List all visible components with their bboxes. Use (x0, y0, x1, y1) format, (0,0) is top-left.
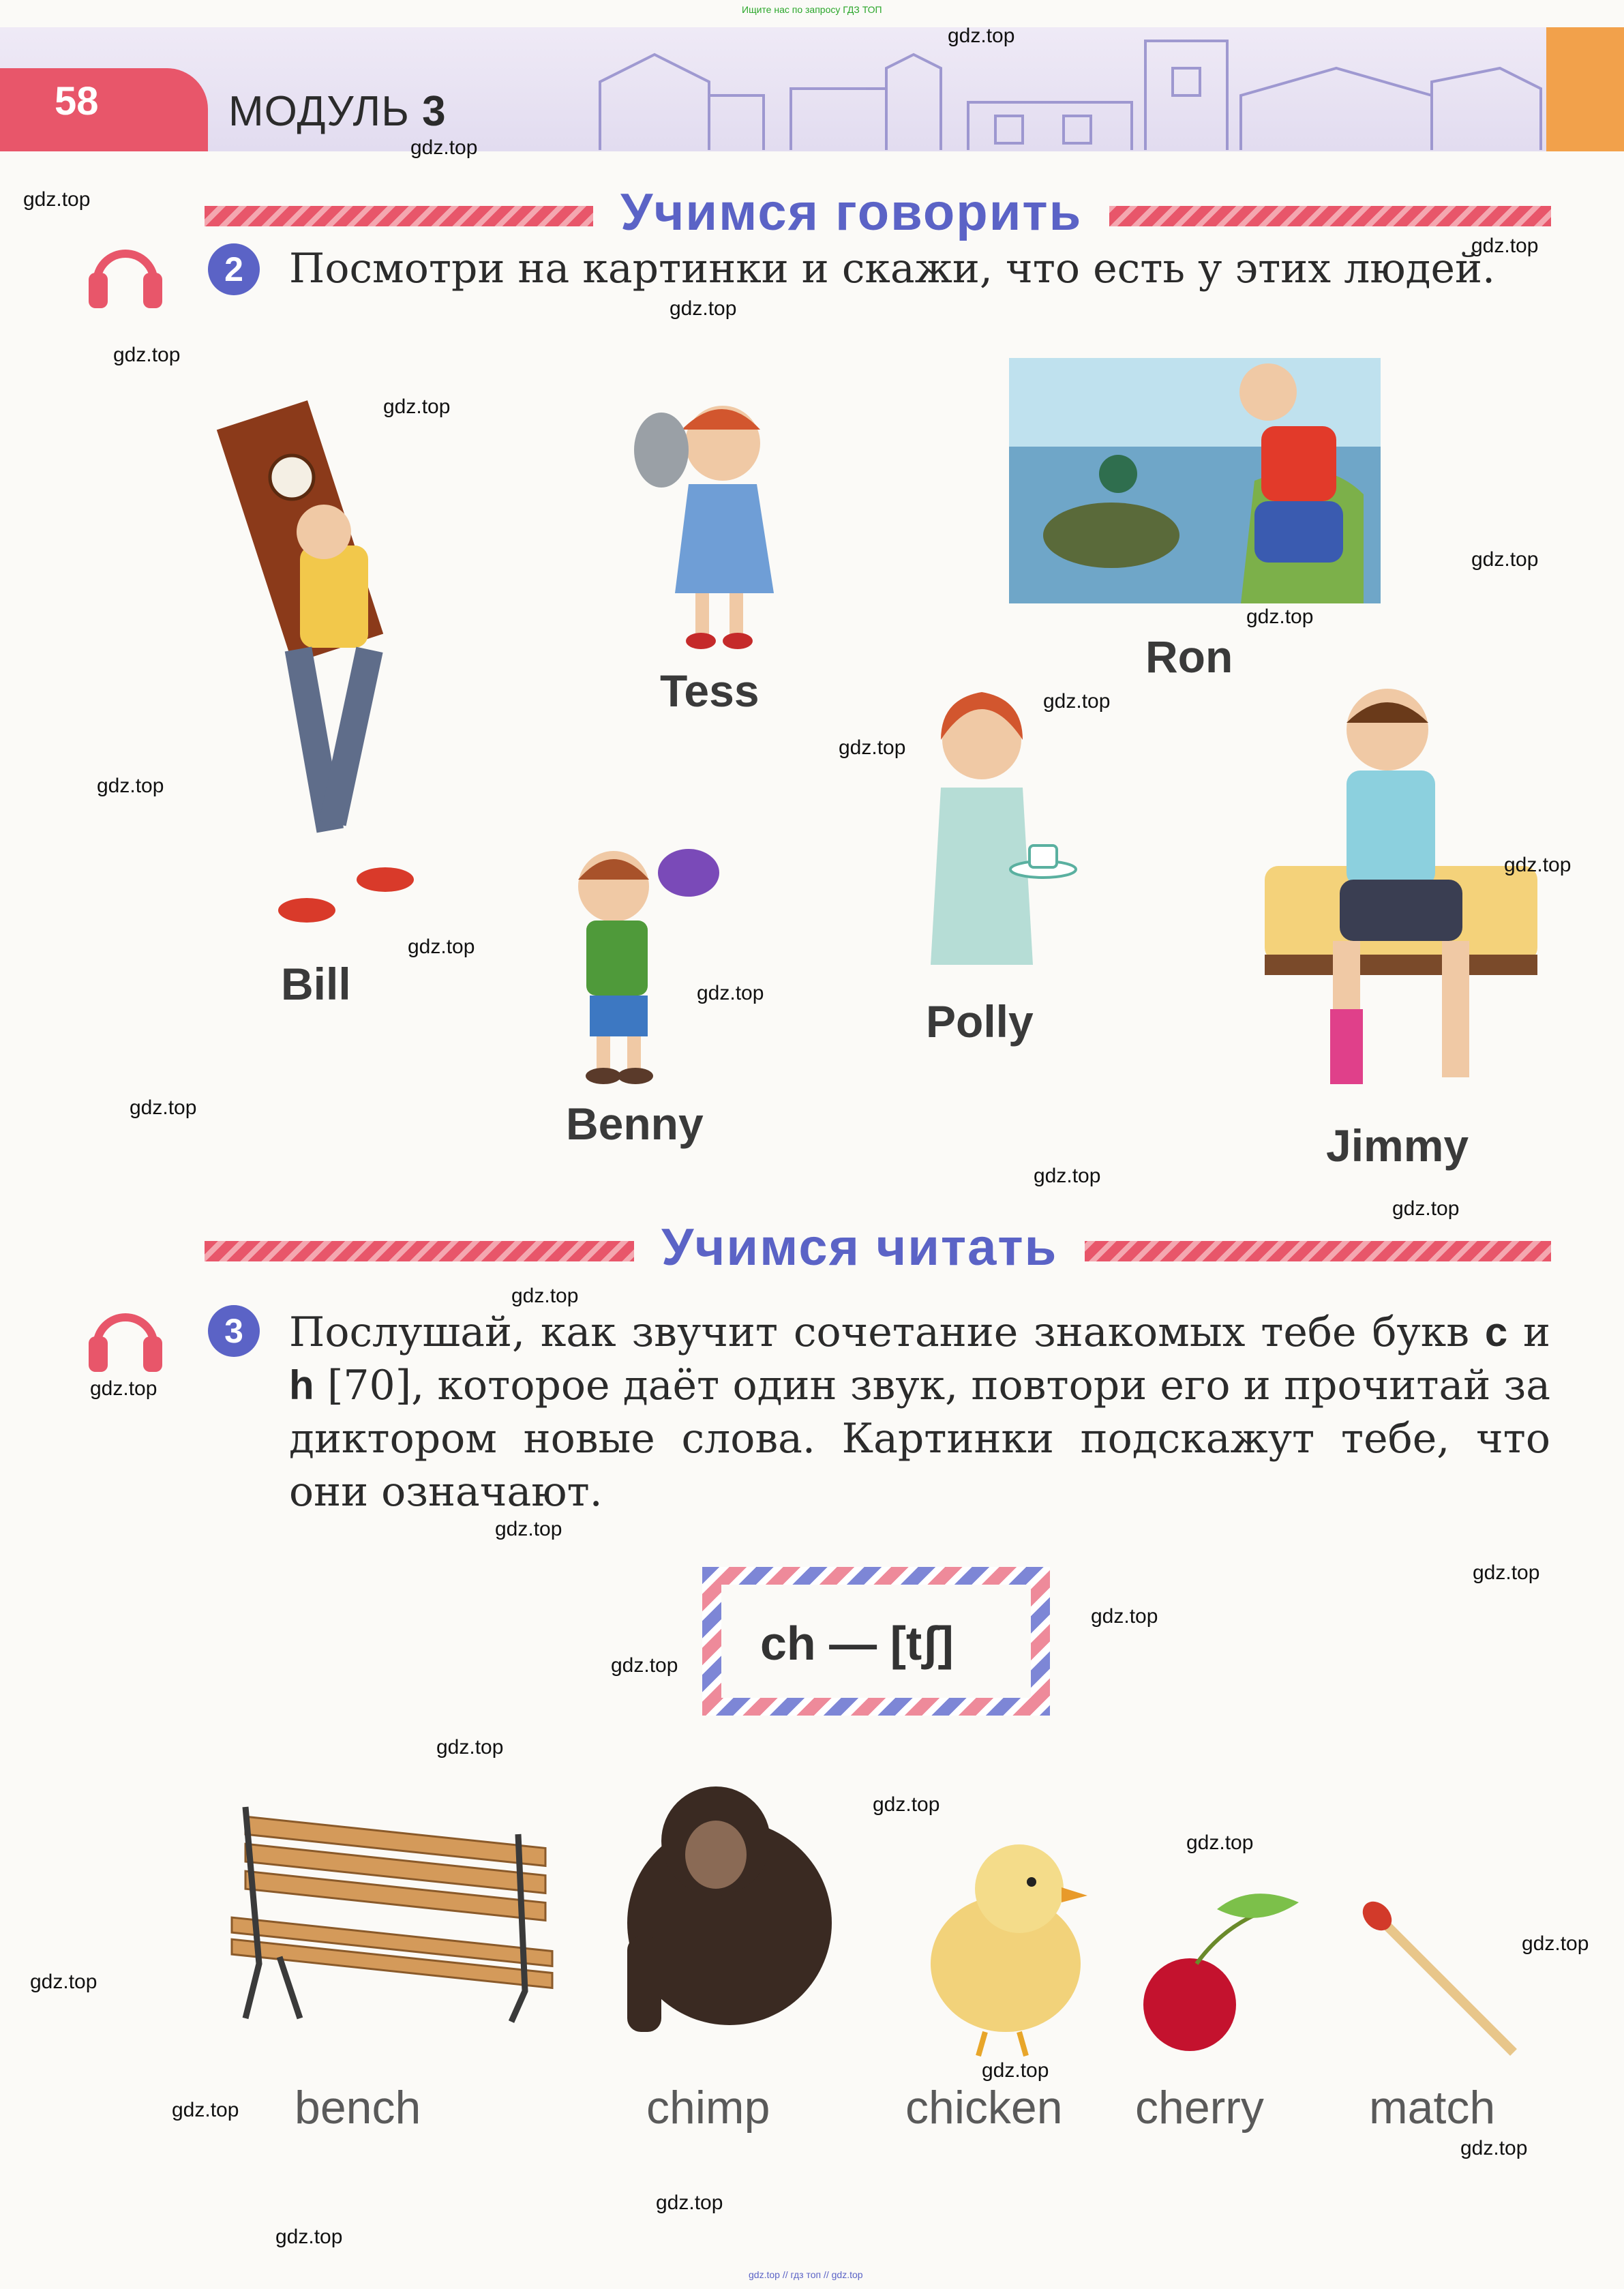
word-chimp: chimp (646, 2082, 770, 2134)
watermark: gdz.top (1504, 854, 1572, 876)
watermark: gdz.top (130, 1096, 197, 1119)
section-title-reading-wrap (634, 1218, 1085, 1277)
jimmy-on-sofa-image (1265, 682, 1537, 1098)
watermark: gdz.top (113, 344, 181, 366)
watermark: gdz.top (1471, 548, 1539, 571)
watermark: gdz.top (1471, 235, 1539, 257)
watermark: gdz.top (982, 2059, 1049, 2082)
watermark: gdz.top (1473, 1561, 1540, 1584)
watermark: gdz.top (948, 25, 1015, 47)
bill-with-clock-image (205, 395, 450, 927)
label-tess: Tess (660, 665, 760, 716)
bench-image (218, 1786, 573, 2025)
watermark: gdz.top (275, 2226, 343, 2248)
watermark: gdz.top (611, 1654, 678, 1677)
label-ron: Ron (1145, 631, 1233, 682)
corner-accent (1546, 27, 1624, 151)
section-title-speaking: Учимся говорить (620, 183, 1083, 241)
word-chicken: chicken (905, 2082, 1063, 2134)
watermark: gdz.top (90, 1377, 157, 1400)
watermark: gdz.top (1246, 605, 1314, 628)
section-title-speaking-wrap (593, 183, 1109, 242)
exercise-3-text (289, 1306, 1550, 1518)
watermark: gdz.top (839, 736, 906, 759)
match-image (1357, 1896, 1534, 2073)
label-polly: Polly (926, 996, 1034, 1047)
watermark: gdz.top (410, 136, 478, 159)
exercise-number-3: 3 (208, 1305, 260, 1357)
top-note: Ищите нас по запросу ГДЗ ТОП (742, 4, 882, 15)
watermark: gdz.top (23, 188, 91, 211)
chimp-image (586, 1766, 859, 2039)
polly-with-tea-image (914, 672, 1091, 972)
watermark: gdz.top (670, 297, 737, 320)
section-title-reading: Учимся читать (661, 1218, 1058, 1276)
headphones-icon[interactable] (83, 1289, 168, 1373)
module-number: 3 (422, 88, 447, 135)
ex3-text-part2: [70], которое даёт один звук, повтори его и прочитай за диктором новые слова. Картинки подскажут тебе, что они означают. (289, 1362, 1550, 1516)
ex3-conj: и (1523, 1308, 1550, 1356)
watermark: gdz.top (172, 2099, 239, 2121)
watermark: gdz.top (1043, 690, 1111, 713)
watermark: gdz.top (511, 1285, 579, 1307)
headphones-icon[interactable] (83, 225, 168, 310)
label-benny: Benny (566, 1098, 704, 1149)
label-bill: Bill (281, 959, 351, 1009)
module-label (228, 87, 447, 136)
ex3-letter-c: c (1484, 1309, 1508, 1355)
page-number-tab (0, 68, 208, 151)
exercise-number-2: 2 (208, 243, 260, 295)
watermark: gdz.top (873, 1793, 940, 1816)
word-bench: bench (295, 2082, 421, 2134)
watermark: gdz.top (1034, 1165, 1101, 1187)
watermark: gdz.top (1522, 1932, 1589, 1955)
module-prefix: МОДУЛЬ (228, 88, 410, 135)
tess-with-cat-image (620, 382, 784, 655)
word-cherry: cherry (1135, 2082, 1264, 2134)
watermark: gdz.top (408, 936, 475, 958)
watermark: gdz.top (30, 1971, 97, 1993)
watermark: gdz.top (97, 775, 164, 797)
watermark: gdz.top (383, 395, 451, 418)
watermark: gdz.top (697, 982, 764, 1004)
word-match: match (1369, 2082, 1496, 2134)
cherry-image (1135, 1889, 1326, 2059)
phonetic-rule: ch — [tʃ] (760, 1617, 954, 1670)
footer-note: gdz.top // гдз топ // gdz.top (749, 2269, 863, 2280)
ron-with-duck-image (1009, 358, 1381, 603)
page-number: 58 (55, 79, 99, 123)
ex3-text-part1: Послушай, как звучит сочетание знакомых тебе букв (289, 1308, 1470, 1356)
watermark: gdz.top (1392, 1197, 1460, 1220)
exercise-2-text: Посмотри на картинки и скажи, что есть у этих людей. (289, 245, 1496, 293)
watermark: gdz.top (1091, 1605, 1158, 1628)
watermark: gdz.top (656, 2191, 723, 2214)
watermark: gdz.top (436, 1736, 504, 1759)
label-jimmy: Jimmy (1326, 1120, 1469, 1171)
watermark: gdz.top (1460, 2137, 1528, 2159)
watermark: gdz.top (495, 1518, 562, 1540)
chicken-image (917, 1827, 1094, 2059)
ex3-letter-h: h (289, 1362, 314, 1408)
watermark: gdz.top (1186, 1831, 1254, 1854)
benny-with-hat-image (559, 832, 730, 1084)
